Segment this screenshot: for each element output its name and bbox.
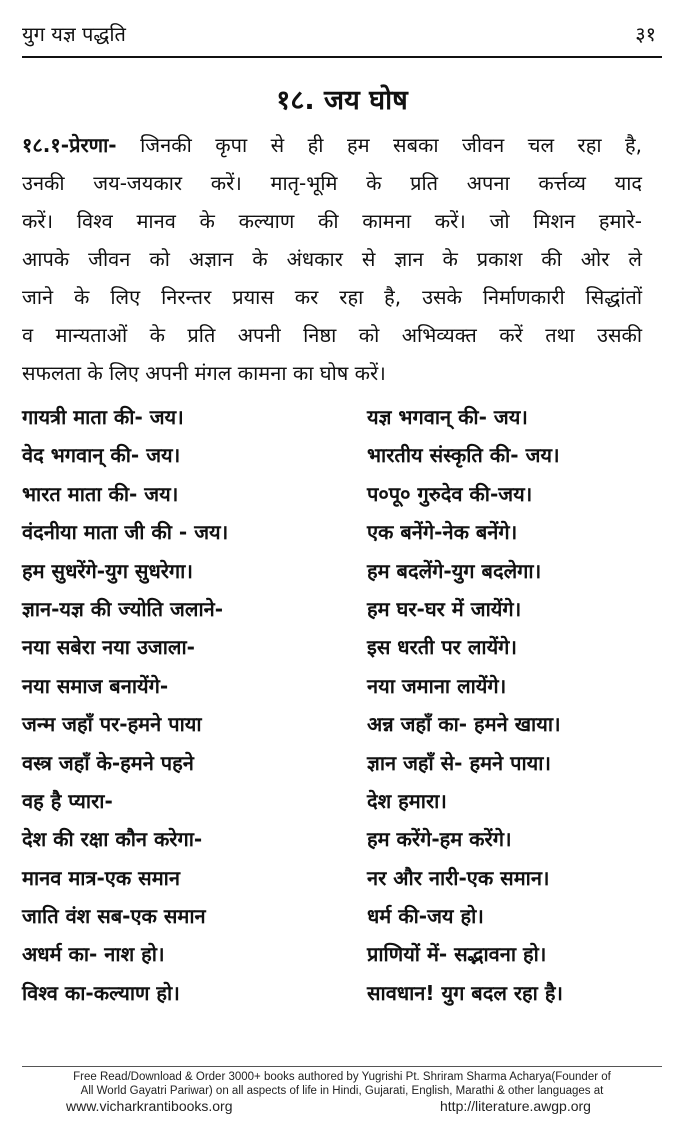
slogan-right: प०पू० गुरुदेव की-जय। (367, 481, 533, 506)
slogan-left: जाति वंश सब-एक समान (22, 904, 206, 929)
slogan-row (22, 820, 648, 858)
slogan-row (22, 974, 648, 1012)
slogan-right: हम घर-घर में जायेंगे। (367, 596, 522, 621)
slogan-row (22, 859, 648, 897)
slogan-left: नया समाज बनायेंगे- (22, 673, 169, 698)
slogan-left: भारत माता की- जय। (22, 481, 179, 506)
slogan-row (22, 475, 648, 513)
slogan-row (22, 744, 648, 782)
slogan-right: धर्म की-जय हो। (367, 904, 484, 929)
slogan-list (22, 398, 648, 1012)
slogan-left: ज्ञान-यज्ञ की ज्योति जलाने- (22, 596, 224, 621)
slogan-right: नया जमाना लायेंगे। (367, 673, 507, 698)
slogan-row (22, 590, 648, 628)
intro-line: व मान्यताओं के प्रति अपनी निष्ठा को अभिव्यक्त करें तथा उसकी (22, 323, 642, 347)
slogan-row (22, 935, 648, 973)
slogan-right: एक बनेंगे-नेक बनेंगे। (367, 520, 518, 545)
slogan-row (22, 552, 648, 590)
slogan-left: अधर्म का- नाश हो। (22, 942, 165, 967)
slogan-right: सावधान! युग बदल रहा है। (367, 980, 564, 1005)
slogan-left: मानव मात्र-एक समान (22, 865, 180, 890)
intro-line: उनकी जय-जयकार करें। मातृ-भूमि के प्रति अपना कर्त्तव्य याद (22, 171, 642, 195)
intro-paragraph (22, 126, 642, 392)
slogan-left: वह है प्यारा- (22, 788, 113, 813)
slogan-left: नया सबेरा नया उजाला- (22, 635, 195, 660)
footer-text-line: Free Read/Download & Order 3000+ books authored by Yugrishi Pt. Shriram Sharma Acharya(Founder of (73, 1071, 611, 1083)
intro-line: आपके जीवन को अज्ञान के अंधकार से ज्ञान के प्रकाश की ओर ले (22, 247, 642, 271)
slogan-row (22, 398, 648, 436)
footer-divider (22, 1066, 662, 1067)
intro-lead: १८.१-प्रेरणा- (22, 133, 117, 157)
slogan-right: अन्न जहाँ का- हमने खाया। (367, 712, 561, 737)
intro-line-rest: जिनकी कृपा से ही हम सबका जीवन चल रहा है, (116, 133, 642, 157)
slogan-row (22, 782, 648, 820)
slogan-left: वंदनीया माता जी की - जय। (22, 520, 229, 545)
slogan-right: हम करेंगे-हम करेंगे। (367, 827, 512, 852)
slogan-row (22, 628, 648, 666)
slogan-right: भारतीय संस्कृति की- जय। (367, 443, 560, 468)
slogan-right: ज्ञान जहाँ से- हमने पाया। (367, 750, 551, 775)
slogan-right: यज्ञ भगवान् की- जय। (367, 405, 528, 429)
intro-line: जाने के लिए निरन्तर प्रयास कर रहा है, उसके निर्माणकारी सिद्धांतों (22, 285, 642, 309)
page-number: ३१ (635, 22, 656, 46)
slogan-left: देश की रक्षा कौन करेगा- (22, 827, 203, 852)
slogan-left: वस्त्र जहाँ के-हमने पहने (22, 750, 194, 775)
footer-link-literature[interactable]: http://literature.awgp.org (440, 1098, 591, 1114)
page-header (22, 8, 662, 58)
slogan-left: गायत्री माता की- जय। (22, 405, 184, 429)
book-title: युग यज्ञ पद्धति (22, 22, 126, 46)
intro-line (22, 126, 642, 164)
slogan-right: नर और नारी-एक समान। (367, 865, 550, 890)
slogan-right: प्राणियों में- सद्भावना हो। (367, 942, 547, 967)
slogan-left: विश्व का-कल्याण हो। (22, 980, 180, 1005)
section-title: १८. जय घोष (276, 85, 408, 116)
slogan-left: हम सुधरेंगे-युग सुधरेगा। (22, 558, 193, 583)
slogan-left: जन्म जहाँ पर-हमने पाया (22, 712, 202, 737)
slogan-row (22, 705, 648, 743)
intro-line: करें। विश्व मानव के कल्याण की कामना करें। जो मिशन हमारे- (22, 209, 642, 233)
slogan-left: वेद भगवान् की- जय। (22, 443, 181, 468)
footer-link-vicharkranti[interactable]: www.vicharkrantibooks.org (66, 1098, 233, 1114)
slogan-right: देश हमारा। (367, 788, 447, 813)
slogan-row (22, 667, 648, 705)
slogan-row (22, 513, 648, 551)
slogan-right: इस धरती पर लायेंगे। (367, 635, 518, 660)
footer-text-line: All World Gayatri Pariwar) on all aspects of life in Hindi, Gujarati, English, Marathi & other languages at (80, 1085, 604, 1097)
slogan-row (22, 436, 648, 474)
slogan-row (22, 897, 648, 935)
intro-line: सफलता के लिए अपनी मंगल कामना का घोष करें। (22, 361, 386, 385)
slogan-right: हम बदलेंगे-युग बदलेगा। (367, 558, 542, 583)
